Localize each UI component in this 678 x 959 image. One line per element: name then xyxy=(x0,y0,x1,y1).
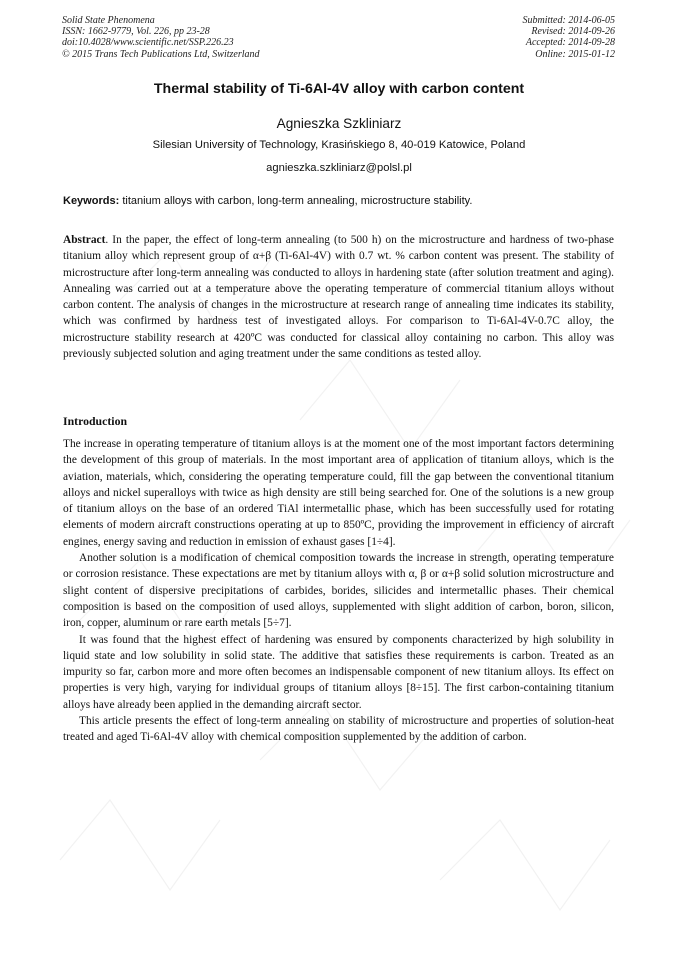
keywords-label: Keywords: xyxy=(63,195,120,207)
keywords-text: titanium alloys with carbon, long-term annealing, microstructure stability. xyxy=(122,195,473,207)
journal-info xyxy=(62,15,260,60)
date-submitted: Submitted: 2014-06-05 xyxy=(522,15,615,26)
date-online: Online: 2015-01-12 xyxy=(535,48,615,60)
date-accepted: Accepted: 2014-09-28 xyxy=(525,37,615,49)
intro-paragraph: This article presents the effect of long-term annealing on stability of microstructure and properties of solution-heat treated and aged Ti-6Al-4V alloy with chemical composition supplemented by the addition of carbon. xyxy=(63,715,614,744)
journal-issn: ISSN: 1662-9779, Vol. 226, pp 23-28 xyxy=(62,26,210,38)
keywords xyxy=(63,195,623,207)
intro-paragraph: The increase in operating temperature of titanium alloys is at the moment one of the most important factors determining the development of this group of materials. In the most important area of application of titanium alloys, which is the aviation, materials, which, considering the operating temperature could, fill the gap between the conventional titanium alloys and nickel superalloys with twice as high density are still being searched for. One of the solutions is a new group of titanium alloys on the base of an ordered TiAl intermetallic phase, which has been successfully used for rotating elements of modern aircraft constructions operating at up to 850ºC, providing the improvement in efficiency of aircraft engines, energy saving and reduction in emission of exhaust gases [1÷4]. xyxy=(63,438,614,548)
intro-paragraph: It was found that the highest effect of hardening was ensured by components characterized by high solubility in liquid state and low solubility in solid state. The additive that satisfies these requirements is carbon. Treated as an impurity so far, carbon more and more often becomes an indispensable component of new titanium alloys. Its effect on properties is very high, varying for individual groups of titanium alloys [8÷15]. The first carbon-containing titanium alloys have already been applied in the demanding aircraft sector. xyxy=(63,633,614,711)
author-email[interactable]: agnieszka.szkliniarz@polsl.pl xyxy=(266,162,412,174)
introduction-body xyxy=(63,436,614,746)
paper-title: Thermal stability of Ti-6Al-4V alloy with carbon content xyxy=(153,81,525,97)
section-heading-introduction: Introduction xyxy=(63,414,128,428)
journal-doi[interactable]: doi:10.4028/www.scientific.net/SSP.226.23 xyxy=(62,37,234,49)
abstract-label: Abstract xyxy=(63,234,106,246)
author-name: Agnieszka Szkliniarz xyxy=(276,116,402,131)
abstract xyxy=(63,232,614,362)
journal-name: Solid State Phenomena xyxy=(62,15,155,26)
intro-paragraph: Another solution is a modification of chemical composition towards the increase in strength, operating temperature or corrosion resistance. These expectations are met by titanium alloys with α, β or α+β solid solution microstructure and slight content of dispersive precipitations of carbides, borides, silicides and intermetallic phases. Their chemical composition is based on the composition of used alloys, supplemented with slight addition of carbon, boron, silicon, iron, copper, aluminum or rare earth metals [5÷7]. xyxy=(63,552,614,630)
watermark-stroke xyxy=(440,820,610,910)
publication-dates xyxy=(523,15,616,60)
author-affiliation: Silesian University of Technology, Krasińskiego 8, 40-019 Katowice, Poland xyxy=(152,139,526,151)
watermark-stroke xyxy=(60,800,220,890)
journal-copyright: © 2015 Trans Tech Publications Ltd, Switzerland xyxy=(62,48,260,60)
abstract-text: . In the paper, the effect of long-term annealing (to 500 h) on the microstructure and hardness of two-phase titanium alloy which represent group of α+β (Ti-6Al-4V) with 0.7 wt. % carbon content was present. The stability of microstructure after long-term annealing was conducted to alloys in hardening state (after solution treatment and aging). Annealing was carried out at a temperature above the operating temperature of commercial titanium alloys without carbon content. The analysis of changes in the microstructure at research range of annealing time indicates its stability, which was confirmed by hardness test of investigated alloys. For comparison to Ti-6Al-4V-0.7C alloy, the microstructure stability research at 420ºC was conducted for classical alloy containing no carbon. This alloy was previously subjected solution and aging treatment under the same conditions as tested alloy. xyxy=(63,234,614,361)
date-revised: Revised: 2014-09-26 xyxy=(531,26,615,38)
